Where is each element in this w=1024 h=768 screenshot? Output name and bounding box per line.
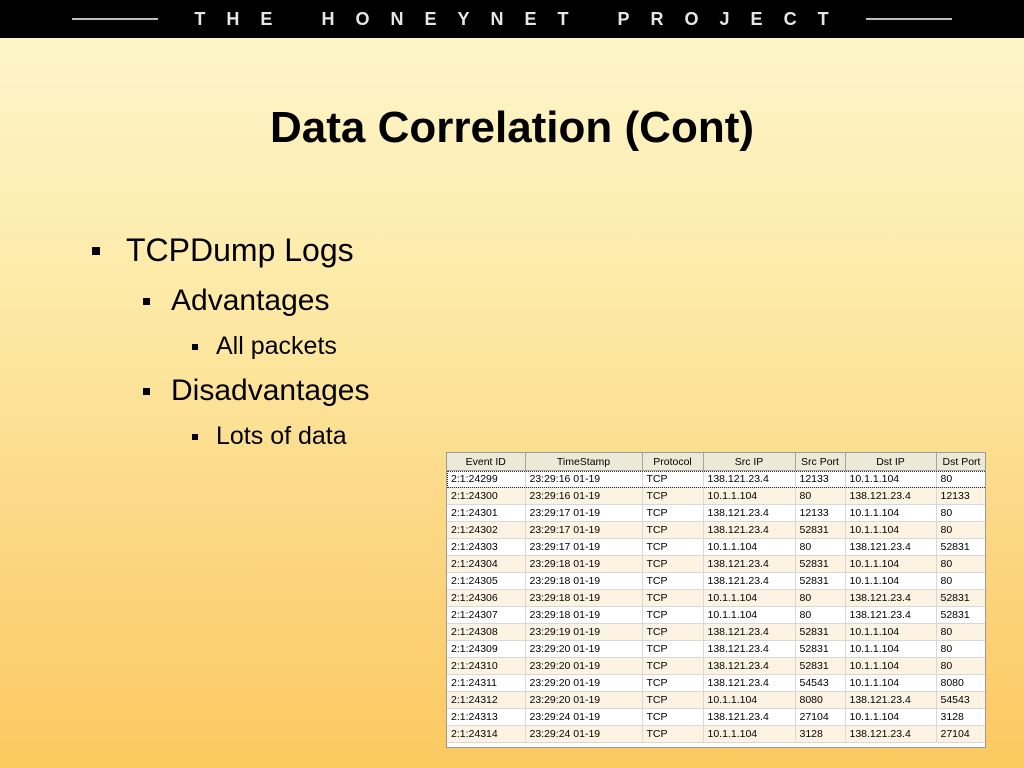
table-row[interactable] xyxy=(447,505,986,522)
bullet-square-icon xyxy=(143,298,150,305)
table-cell: TCP xyxy=(642,505,703,522)
table-cell: 2:1:24304 xyxy=(447,556,525,573)
table-cell: 10.1.1.104 xyxy=(703,726,795,743)
bullet-square-icon xyxy=(192,434,198,440)
table-cell: 23:29:16 01-19 xyxy=(525,471,642,488)
table-cell: 2:1:24312 xyxy=(447,692,525,709)
table-cell: 10.1.1.104 xyxy=(703,692,795,709)
table-cell: 2:1:24314 xyxy=(447,726,525,743)
table-cell: 23:29:24 01-19 xyxy=(525,726,642,743)
banner-title xyxy=(158,9,865,30)
bullet-text: Disadvantages xyxy=(171,374,370,407)
bullet-square-icon xyxy=(192,344,198,350)
table-row[interactable] xyxy=(447,607,986,624)
table-cell: 10.1.1.104 xyxy=(845,658,936,675)
table-cell: 23:29:19 01-19 xyxy=(525,624,642,641)
table-cell: 23:29:20 01-19 xyxy=(525,692,642,709)
table-cell: 138.121.23.4 xyxy=(845,590,936,607)
table-cell: 23:29:18 01-19 xyxy=(525,573,642,590)
table-cell: 10.1.1.104 xyxy=(845,556,936,573)
table-cell: TCP xyxy=(642,556,703,573)
column-header[interactable]: Event ID xyxy=(447,453,525,471)
bullet-text: All packets xyxy=(216,332,337,360)
table-cell: TCP xyxy=(642,692,703,709)
table-cell: 2:1:24313 xyxy=(447,709,525,726)
table-cell: 138.121.23.4 xyxy=(845,726,936,743)
table-cell: 80 xyxy=(795,488,845,505)
table-cell: 2:1:24301 xyxy=(447,505,525,522)
table-cell: 80 xyxy=(936,522,986,539)
table-cell: 80 xyxy=(936,658,986,675)
table-cell: 12133 xyxy=(795,471,845,488)
table-row[interactable] xyxy=(447,590,986,607)
bullet-item xyxy=(126,232,354,269)
table-cell: 2:1:24299 xyxy=(447,471,525,488)
table-cell: 80 xyxy=(936,556,986,573)
table-cell: 3128 xyxy=(936,709,986,726)
table-cell: 52831 xyxy=(795,641,845,658)
column-header[interactable]: Src Port xyxy=(795,453,845,471)
table-cell: 10.1.1.104 xyxy=(845,641,936,658)
table-cell: 10.1.1.104 xyxy=(703,590,795,607)
table-cell: 52831 xyxy=(936,590,986,607)
column-header[interactable]: Src IP xyxy=(703,453,795,471)
table-cell: 80 xyxy=(795,539,845,556)
table-cell: 138.121.23.4 xyxy=(703,641,795,658)
table-cell: 138.121.23.4 xyxy=(703,556,795,573)
column-header[interactable]: TimeStamp xyxy=(525,453,642,471)
table-row[interactable] xyxy=(447,539,986,556)
table-cell: TCP xyxy=(642,539,703,556)
table-header-row xyxy=(447,453,986,471)
bullet-square-icon xyxy=(143,388,150,395)
table-cell: TCP xyxy=(642,522,703,539)
table-cell: TCP xyxy=(642,641,703,658)
table-cell: 138.121.23.4 xyxy=(845,488,936,505)
table-cell: 10.1.1.104 xyxy=(703,488,795,505)
table-cell: 23:29:17 01-19 xyxy=(525,505,642,522)
table-cell: 52831 xyxy=(936,607,986,624)
table-cell: 10.1.1.104 xyxy=(845,675,936,692)
table-cell: TCP xyxy=(642,675,703,692)
table-cell: 10.1.1.104 xyxy=(845,573,936,590)
table-cell: 52831 xyxy=(795,658,845,675)
table-cell: 10.1.1.104 xyxy=(703,607,795,624)
column-header[interactable]: Dst Port xyxy=(936,453,986,471)
table-cell: TCP xyxy=(642,658,703,675)
table-cell: 23:29:16 01-19 xyxy=(525,488,642,505)
banner-word: T H E xyxy=(194,8,274,29)
banner-word: P R O J E C T xyxy=(617,8,830,29)
table-cell: 10.1.1.104 xyxy=(845,624,936,641)
table-cell: 2:1:24310 xyxy=(447,658,525,675)
table-cell: TCP xyxy=(642,573,703,590)
table-row[interactable] xyxy=(447,522,986,539)
table-cell: 8080 xyxy=(795,692,845,709)
table-cell: 2:1:24311 xyxy=(447,675,525,692)
table-cell: 23:29:24 01-19 xyxy=(525,709,642,726)
event-grid xyxy=(447,453,986,743)
table-cell: 10.1.1.104 xyxy=(703,539,795,556)
table-cell: 10.1.1.104 xyxy=(845,505,936,522)
table-cell: 138.121.23.4 xyxy=(703,505,795,522)
table-cell: 80 xyxy=(936,624,986,641)
table-cell: 138.121.23.4 xyxy=(845,539,936,556)
table-row[interactable] xyxy=(447,556,986,573)
table-cell: 52831 xyxy=(795,624,845,641)
table-cell: 12133 xyxy=(795,505,845,522)
table-cell: 27104 xyxy=(936,726,986,743)
table-row[interactable] xyxy=(447,726,986,743)
table-cell: 2:1:24302 xyxy=(447,522,525,539)
table-cell: 52831 xyxy=(795,573,845,590)
table-cell: 138.121.23.4 xyxy=(703,573,795,590)
slide-title: Data Correlation (Cont) xyxy=(270,103,754,152)
table-cell: 23:29:17 01-19 xyxy=(525,522,642,539)
table-cell: 138.121.23.4 xyxy=(845,607,936,624)
table-row[interactable] xyxy=(447,658,986,675)
table-cell: 12133 xyxy=(936,488,986,505)
table-cell: 2:1:24307 xyxy=(447,607,525,624)
table-cell: 52831 xyxy=(795,556,845,573)
table-cell: 138.121.23.4 xyxy=(845,692,936,709)
table-cell: 2:1:24303 xyxy=(447,539,525,556)
table-cell: 23:29:20 01-19 xyxy=(525,658,642,675)
table-cell: TCP xyxy=(642,726,703,743)
event-log-table xyxy=(446,452,986,748)
table-cell: 10.1.1.104 xyxy=(845,522,936,539)
banner-right-rule xyxy=(866,18,952,20)
bullet-item xyxy=(216,422,347,451)
column-header[interactable]: Protocol xyxy=(642,453,703,471)
table-cell: 80 xyxy=(936,641,986,658)
table-row[interactable] xyxy=(447,675,986,692)
table-cell: 80 xyxy=(795,590,845,607)
table-cell: 2:1:24300 xyxy=(447,488,525,505)
table-cell: 54543 xyxy=(795,675,845,692)
table-cell: 80 xyxy=(936,505,986,522)
table-cell: 2:1:24309 xyxy=(447,641,525,658)
table-cell: 138.121.23.4 xyxy=(703,624,795,641)
table-cell: 138.121.23.4 xyxy=(703,709,795,726)
table-cell: TCP xyxy=(642,590,703,607)
table-cell: 10.1.1.104 xyxy=(845,709,936,726)
table-cell: 23:29:20 01-19 xyxy=(525,641,642,658)
table-cell: 2:1:24306 xyxy=(447,590,525,607)
banner-word: H O N E Y N E T xyxy=(321,8,570,29)
table-row[interactable] xyxy=(447,709,986,726)
bullet-square-icon xyxy=(92,247,100,255)
table-cell: 138.121.23.4 xyxy=(703,522,795,539)
table-cell: 10.1.1.104 xyxy=(845,471,936,488)
table-row[interactable] xyxy=(447,692,986,709)
table-cell: 138.121.23.4 xyxy=(703,675,795,692)
bullet-text: Advantages xyxy=(171,284,330,317)
table-cell: 2:1:24305 xyxy=(447,573,525,590)
table-row[interactable] xyxy=(447,624,986,641)
table-cell: TCP xyxy=(642,488,703,505)
table-row[interactable] xyxy=(447,573,986,590)
table-cell: 8080 xyxy=(936,675,986,692)
bullet-item xyxy=(171,284,329,318)
table-row[interactable] xyxy=(447,471,986,488)
table-cell: 23:29:18 01-19 xyxy=(525,607,642,624)
table-cell: 23:29:20 01-19 xyxy=(525,675,642,692)
bullet-item xyxy=(216,332,337,361)
table-cell: 23:29:17 01-19 xyxy=(525,539,642,556)
table-cell: 80 xyxy=(795,607,845,624)
table-cell: 80 xyxy=(936,573,986,590)
table-cell: 23:29:18 01-19 xyxy=(525,590,642,607)
banner-left-rule xyxy=(72,18,158,20)
table-cell: 138.121.23.4 xyxy=(703,471,795,488)
table-cell: 23:29:18 01-19 xyxy=(525,556,642,573)
table-cell: 2:1:24308 xyxy=(447,624,525,641)
column-header[interactable]: Dst IP xyxy=(845,453,936,471)
table-cell: 52831 xyxy=(795,522,845,539)
table-cell: TCP xyxy=(642,624,703,641)
honeynet-banner xyxy=(0,0,1024,38)
table-cell: TCP xyxy=(642,709,703,726)
table-row[interactable] xyxy=(447,488,986,505)
bullet-item xyxy=(171,374,369,408)
table-cell: 54543 xyxy=(936,692,986,709)
table-cell: TCP xyxy=(642,607,703,624)
table-row[interactable] xyxy=(447,641,986,658)
table-cell: 80 xyxy=(936,471,986,488)
table-cell: 52831 xyxy=(936,539,986,556)
table-cell: 3128 xyxy=(795,726,845,743)
table-cell: TCP xyxy=(642,471,703,488)
bullet-text: TCPDump Logs xyxy=(126,232,354,268)
bullet-text: Lots of data xyxy=(216,422,347,450)
table-cell: 27104 xyxy=(795,709,845,726)
table-cell: 138.121.23.4 xyxy=(703,658,795,675)
